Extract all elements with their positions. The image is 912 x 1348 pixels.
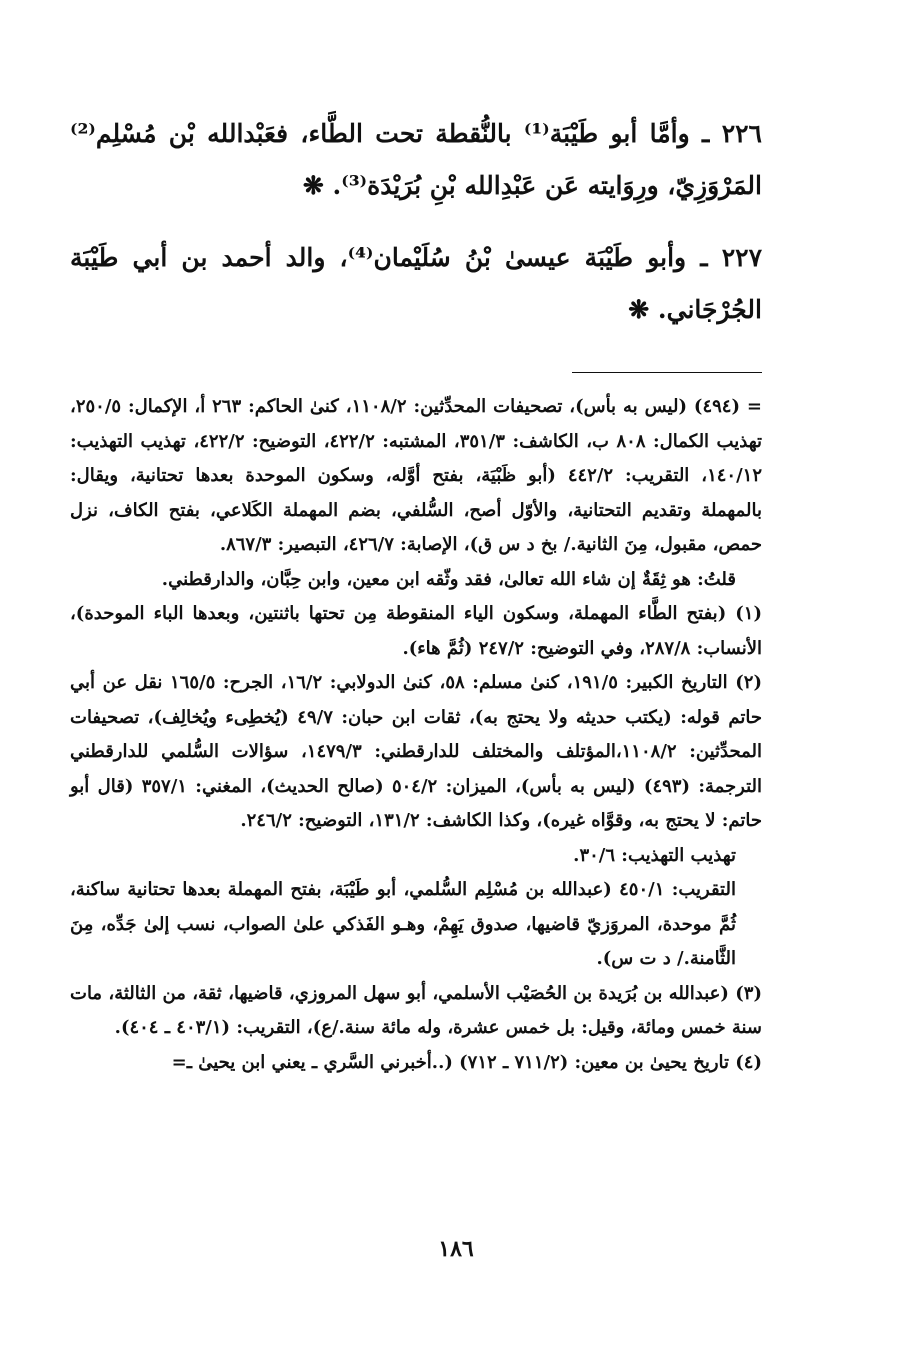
entry-227: ٢٢٧ ـ وأبو طَيْبَة عيسىٰ بْنُ سُلَيْمان⁽⁴⁾، والد أحمد بن أبي طَيْبَة الجُرْجَاني. ❋ <box>70 243 763 324</box>
footnote-4: (٤) تاريخ يحيىٰ بن معين: (٧١١/٢ ـ ٧١٢) (..أخبرني السَّري ـ يعني ابن يحيىٰ ـ= <box>171 1051 762 1073</box>
page-number: ١٨٦ <box>438 1236 474 1262</box>
footnote-1: (١) (بفتح الطَّاء المهملة، وسكون الياء المنقوطة مِن تحتها باثنتين، وبعدها الباء الموحدة)، الأنساب: ٢٨٧/٨، وفي التوضيح: ٢٤٧/٢ (ثُمَّ هاء). <box>70 603 762 659</box>
entry-226: ٢٢٦ ـ وأمَّا أبو طَيْبَة⁽¹⁾ بالنُّقطة تحت الطَّاء، فعَبْدالله بْن مُسْلِم⁽²⁾ المَرْوَزِيّ، ورِوَايته عَن عَبْدِالله بْنِ بُرَيْدَة⁽³⁾. ❋ <box>70 119 762 200</box>
main-text <box>70 108 762 336</box>
footnote-2-taqrib: التقريب: ٤٥٠/١ (عبدالله بن مُسْلِم السُّلمي، أبو طَيْبَة، بفتح المهملة بعدها تحتانية ساكنة، ثُمَّ موحدة، المروَزيّ قاضيها، صدوق يَهِمْ، وهـو الفَذكي علىٰ الصواب، نسب إلىٰ جَدِّه، مِنَ الثَّامنة./ د ت س). <box>70 879 736 969</box>
footnote-separator <box>572 372 762 373</box>
footnote-3: (٣) (عبدالله بن بُرَيدة بن الحُصَيْب الأسلمي، أبو سهل المروزي، قاضيها، ثقة، من الثالثة، مات سنة خمس ومائة، وقيل: بل خمس عشرة، وله مائة سنة./ع)، التقريب: (٤٠٣/١ ـ ٤٠٤). <box>70 982 762 1038</box>
footnote-continuation: = (٤٩٤) (ليس به بأس)، تصحيفات المحدِّثين: ١١٠٨/٢، كنىٰ الحاكم: ٢٦٣ أ، الإكمال: ٢٥٠/٥، تهذيب الكمال: ٨٠٨ ب، الكاشف: ٣٥١/٣، المشتبه: ٤٢٢/٢، التوضيح: ٤٢٢/٢، تهذيب التهذيب: ١٤٠/١٢، التقريب: ٤٤٢/٢ (أبو ظَبْيَة، بفتح أوَّله، وسكون الموحدة بعدها تحتانية، ويقال: بالمهملة وتقديم التحتانية، والأوّل أصح، السُّلفي، بضم المهملة الكَلاعي، بفتح الكاف، نزل حمص، مقبول، مِنَ الثانية./ بخ د س ق)، الإصابة: ٤٢٦/٧، التبصير: ٨٦٧/٣. <box>70 396 763 555</box>
footnote-remark: قلتُ: هو ثِقَةٌ إن شاء الله تعالىٰ، فقد وثّقه ابن معين، وابن حِبَّان، والدارقطني. <box>161 568 736 590</box>
footnotes <box>70 390 762 1080</box>
footnote-2: (٢) التاريخ الكبير: ١٩١/٥، كنىٰ مسلم: ٥٨، كنىٰ الدولابي: ١٦/٢، الجرح: ١٦٥/٥ نقل عن أبي حاتم قوله: (يكتب حديثه ولا يحتج به)، ثقات ابن حبان: ٤٩/٧ (يُخطِىء ويُخالِف)، تصحيفات المحدِّثين: ١١٠٨/٢،المؤتلف والمختلف للدارقطني: ١٤٧٩/٣، سؤالات السُّلمي للدارقطني الترجمة: (٤٩٣) (ليس به بأس)، الميزان: ٥٠٤/٢ (صالح الحديث)، المغني: ٣٥٧/١ (قال أبو حاتم: لا يحتج به، وقوَّاه غيره)، وكذا الكاشف: ١٣١/٢، التوضيح: ٢٤٦/٢. <box>70 672 762 831</box>
footnote-2-tahdhib: تهذيب التهذيب: ٣٠/٦. <box>573 844 736 866</box>
